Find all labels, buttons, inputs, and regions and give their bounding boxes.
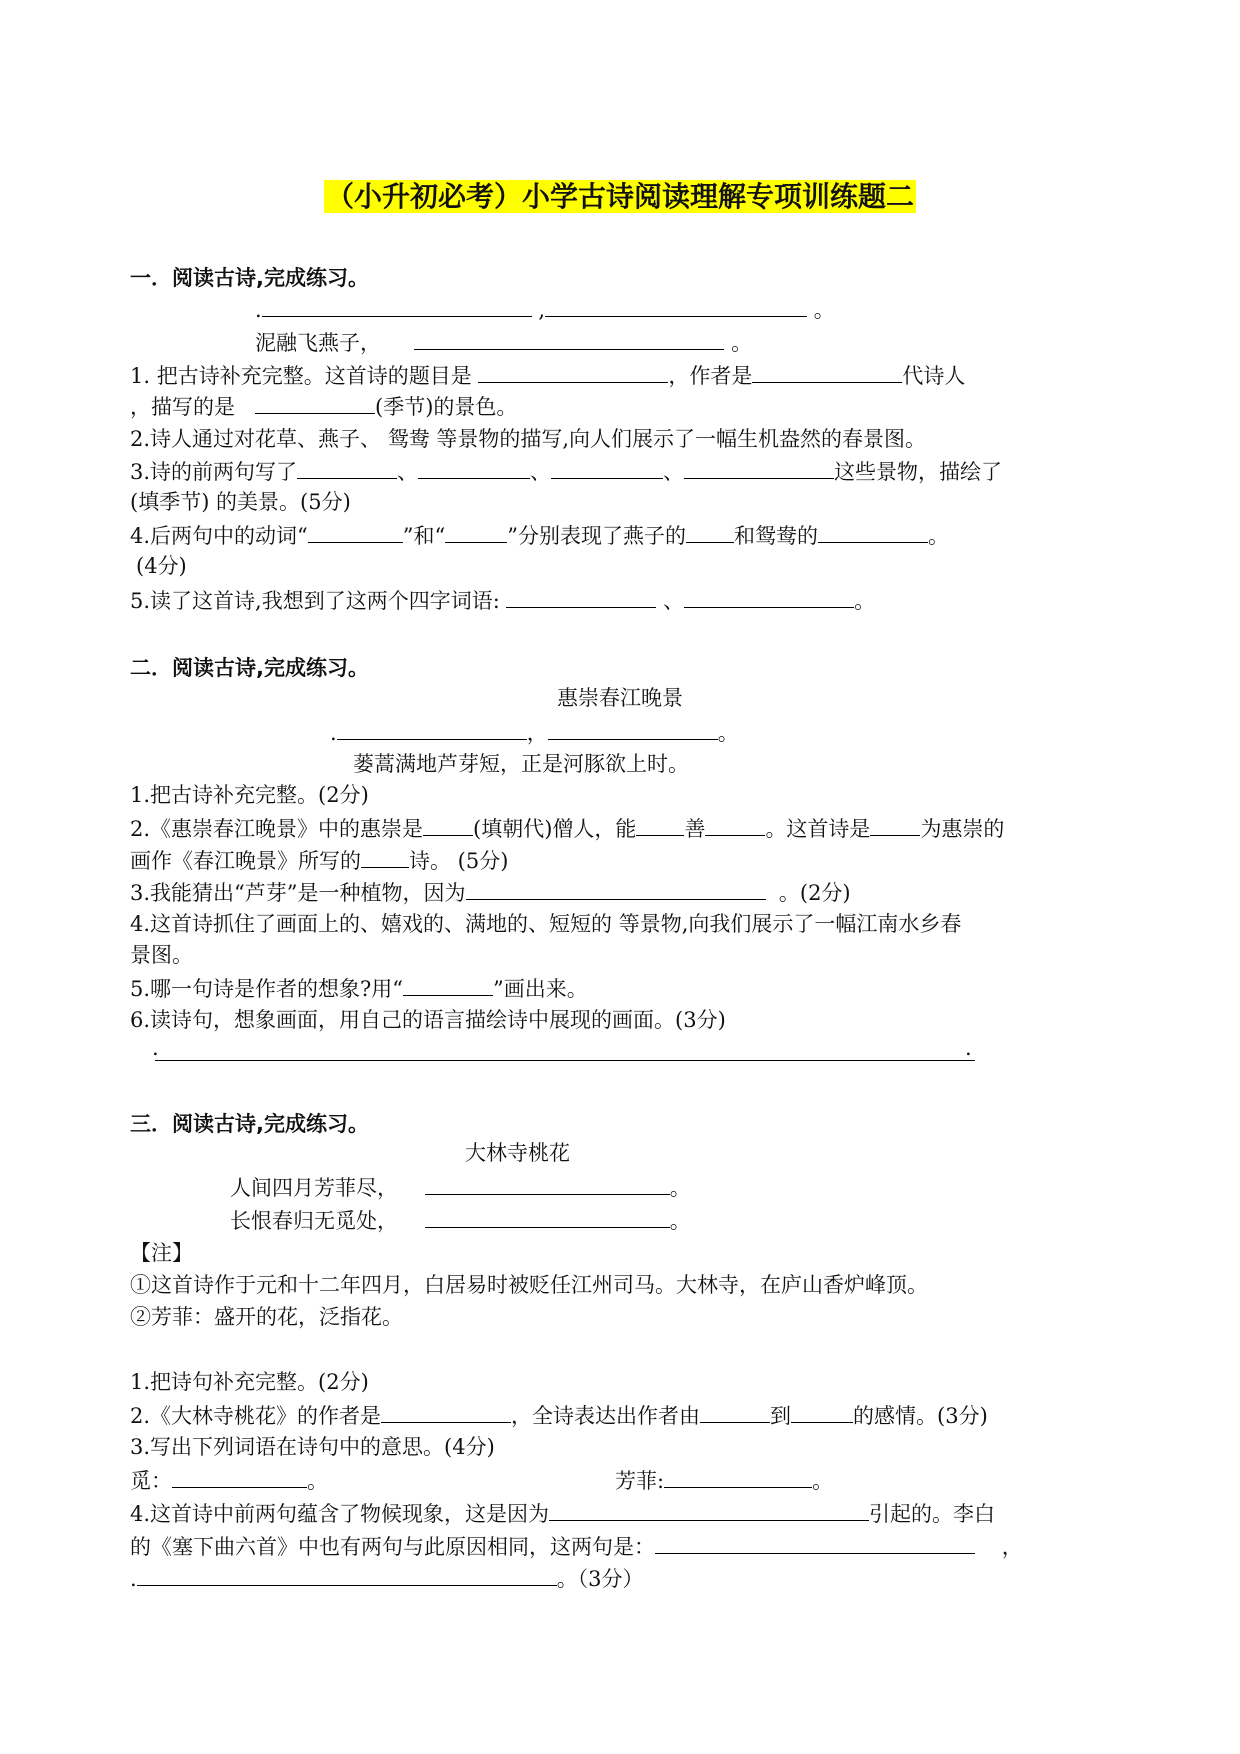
s2-q6-answer-line[interactable] <box>155 1060 975 1061</box>
s2-poem-title: 惠崇春江晚景 <box>557 686 683 710</box>
s3-q3-fangfei: 芳菲: 。 <box>615 1465 833 1496</box>
s1-q3: 3.诗的前两句写了 、 、 、 这些景物，描绘了 <box>130 456 1002 487</box>
blank[interactable] <box>551 456 663 479</box>
s2-q6: 6.读诗句，想象画面，用自己的语言描绘诗中展现的画面。(3分) <box>130 1008 726 1032</box>
blank[interactable] <box>297 456 397 479</box>
section-1-heading: 一．阅读古诗,完成练习。 <box>130 266 369 290</box>
blank[interactable] <box>381 1400 511 1423</box>
s3-note-title: 【注】 <box>130 1241 193 1265</box>
s3-poem-title: 大林寺桃花 <box>465 1141 570 1165</box>
blank[interactable] <box>478 360 668 383</box>
blank[interactable] <box>137 1563 557 1586</box>
blank[interactable] <box>870 813 920 836</box>
blank[interactable] <box>172 1465 307 1488</box>
s2-q3: 3.我能猜出“芦芽”是一种植物，因为 。(2分) <box>130 877 851 908</box>
page-title: （小升初必考）小学古诗阅读理解专项训练题二 <box>325 180 914 213</box>
blank[interactable] <box>414 327 724 350</box>
s2-poem-line-1: . ， 。 <box>330 717 739 748</box>
s3-q3-mi: 觅： 。 <box>130 1465 328 1496</box>
blank[interactable] <box>636 813 684 836</box>
s2-q1: 1.把古诗补充完整。(2分) <box>130 783 369 807</box>
section-3-heading: 三．阅读古诗,完成练习。 <box>130 1112 369 1136</box>
s2-q4: 4.这首诗抓住了画面上的、嬉戏的、满地的、短短的 等景物,向我们展示了一幅江南水乡春 <box>130 912 962 936</box>
blank[interactable] <box>549 1498 869 1521</box>
s3-poem-line-1: 人间四月芳菲尽， 。 <box>230 1172 691 1203</box>
s2-q2: 2.《惠崇春江晚景》中的惠崇是 (填朝代)僧人，能 善 。这首诗是 为惠崇的 <box>130 813 1004 844</box>
blank[interactable] <box>308 520 403 543</box>
s2-poem-line-2: 蒌蒿满地芦芽短，正是河豚欲上时。 <box>353 752 689 776</box>
blank[interactable] <box>262 294 532 317</box>
blank[interactable] <box>445 520 507 543</box>
s3-q3: 3.写出下列词语在诗句中的意思。(4分) <box>130 1435 495 1459</box>
blank[interactable] <box>684 456 834 479</box>
blank[interactable] <box>425 1172 670 1195</box>
s3-q4: 4.这首诗中前两句蕴含了物候现象，这是因为 引起的。李白 <box>130 1498 995 1529</box>
blank[interactable] <box>655 1531 975 1554</box>
s1-q1: 1. 把古诗补充完整。这首诗的题目是 ，作者是 代诗人 <box>130 360 965 391</box>
s3-note-1: ①这首诗作于元和十二年四月，白居易时被贬任江州司马。大林寺，在庐山香炉峰顶。 <box>130 1273 928 1297</box>
s1-q5: 5.读了这首诗,我想到了这两个四字词语: 、 。 <box>130 585 875 616</box>
blank[interactable] <box>791 1400 853 1423</box>
s2-q4-cont: 景图。 <box>130 943 193 967</box>
blank[interactable] <box>506 585 656 608</box>
blank[interactable] <box>361 845 409 868</box>
blank[interactable] <box>466 877 766 900</box>
blank[interactable] <box>425 1205 670 1228</box>
s3-poem-line-2: 长恨春归无觅处， 。 <box>230 1205 691 1236</box>
s3-q2: 2.《大林寺桃花》的作者是 ，全诗表达出作者由 到 的感情。(3分) <box>130 1400 988 1431</box>
blank[interactable] <box>337 717 527 740</box>
blank[interactable] <box>418 456 530 479</box>
blank[interactable] <box>403 973 493 996</box>
blank[interactable] <box>818 520 928 543</box>
blank[interactable] <box>684 585 854 608</box>
s1-q1-cont: ，描写的是 (季节)的景色。 <box>130 391 517 422</box>
blank[interactable] <box>548 717 718 740</box>
blank[interactable] <box>700 1400 770 1423</box>
s2-q2-cont: 画作《春江晚景》所写的 诗。 (5分) <box>130 845 508 876</box>
s1-q2: 2.诗人通过对花草、燕子、 鸳鸯 等景物的描写,向人们展示了一幅生机盎然的春景图。 <box>130 427 927 451</box>
s2-q6-answer-dot: . <box>152 1036 159 1060</box>
s3-note-2: ②芳菲：盛开的花，泛指花。 <box>130 1305 403 1329</box>
s1-q3-cont: (填季节) 的美景。(5分) <box>130 490 351 514</box>
s2-q6-answer-end: . <box>965 1036 972 1060</box>
blank[interactable] <box>664 1465 812 1488</box>
blank[interactable] <box>705 813 765 836</box>
s3-q4-end: . 。（3分） <box>130 1563 644 1594</box>
section-2-heading: 二．阅读古诗,完成练习。 <box>130 656 369 680</box>
s1-poem-line-1: . , 。 <box>255 294 835 325</box>
blank[interactable] <box>545 294 807 317</box>
s1-q4: 4.后两句中的动词“ ”和“ ”分别表现了燕子的 和鸳鸯的 。 <box>130 520 949 551</box>
blank[interactable] <box>686 520 734 543</box>
blank[interactable] <box>423 813 473 836</box>
s3-q4-cont: 的《塞下曲六首》中也有两句与此原因相同，这两句是： ， <box>130 1531 1023 1562</box>
s1-q4-score: (4分) <box>136 554 187 578</box>
s3-q1: 1.把诗句补充完整。(2分) <box>130 1370 369 1394</box>
blank[interactable] <box>255 391 375 414</box>
blank[interactable] <box>752 360 902 383</box>
s2-q5: 5.哪一句诗是作者的想象?用“ ”画出来。 <box>130 973 588 1004</box>
s1-poem-line-2: 泥融飞燕子， 。 <box>255 327 752 358</box>
